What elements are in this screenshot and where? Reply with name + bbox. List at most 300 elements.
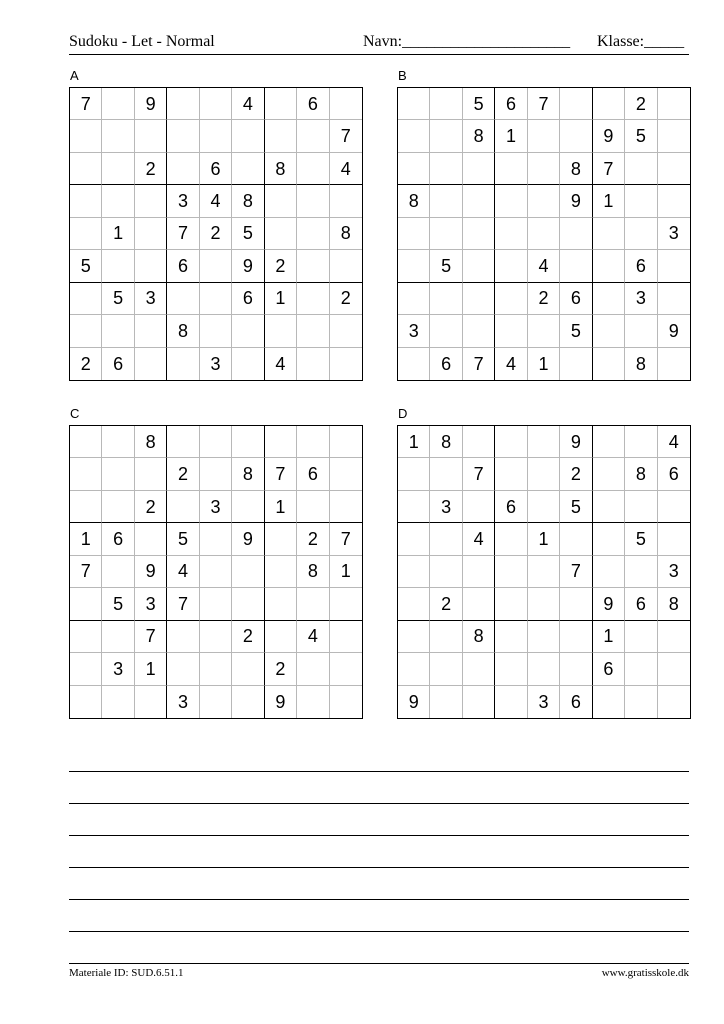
sudoku-empty-cell[interactable] xyxy=(560,120,592,152)
sudoku-empty-cell[interactable] xyxy=(200,523,232,555)
sudoku-given-cell: 2 xyxy=(430,588,462,620)
sudoku-empty-cell[interactable] xyxy=(398,588,430,620)
sudoku-empty-cell[interactable] xyxy=(560,250,592,282)
sudoku-empty-cell[interactable] xyxy=(658,283,690,315)
sudoku-empty-cell[interactable] xyxy=(528,621,560,653)
sudoku-grid-d xyxy=(397,425,691,719)
sudoku-empty-cell[interactable] xyxy=(495,686,527,718)
sudoku-empty-cell[interactable] xyxy=(625,653,657,685)
sudoku-given-cell: 9 xyxy=(265,686,297,718)
sudoku-empty-cell[interactable] xyxy=(232,653,264,685)
sudoku-empty-cell[interactable] xyxy=(70,315,102,347)
sudoku-empty-cell[interactable] xyxy=(102,153,134,185)
sudoku-given-cell: 1 xyxy=(135,653,167,685)
sudoku-empty-cell[interactable] xyxy=(200,458,232,490)
sudoku-empty-cell[interactable] xyxy=(135,315,167,347)
sudoku-empty-cell[interactable] xyxy=(200,653,232,685)
sudoku-empty-cell[interactable] xyxy=(232,315,264,347)
sudoku-empty-cell[interactable] xyxy=(200,315,232,347)
sudoku-given-cell: 7 xyxy=(70,88,102,120)
sudoku-empty-cell[interactable] xyxy=(658,153,690,185)
sudoku-empty-cell[interactable] xyxy=(232,491,264,523)
sudoku-given-cell: 9 xyxy=(135,556,167,588)
sudoku-empty-cell[interactable] xyxy=(70,686,102,718)
sudoku-empty-cell[interactable] xyxy=(593,218,625,250)
puzzle-label-b: B xyxy=(398,68,407,83)
sudoku-given-cell: 2 xyxy=(232,621,264,653)
sudoku-empty-cell[interactable] xyxy=(102,426,134,458)
sudoku-empty-cell[interactable] xyxy=(528,185,560,217)
sudoku-empty-cell[interactable] xyxy=(593,283,625,315)
sudoku-given-cell: 3 xyxy=(430,491,462,523)
writing-line[interactable] xyxy=(69,771,689,772)
sudoku-empty-cell[interactable] xyxy=(658,88,690,120)
sudoku-empty-cell[interactable] xyxy=(593,491,625,523)
sudoku-empty-cell[interactable] xyxy=(232,686,264,718)
sudoku-given-cell: 6 xyxy=(297,458,329,490)
sudoku-empty-cell[interactable] xyxy=(430,283,462,315)
sudoku-given-cell: 9 xyxy=(135,88,167,120)
sudoku-empty-cell[interactable] xyxy=(330,315,362,347)
sudoku-given-cell: 2 xyxy=(200,218,232,250)
sudoku-empty-cell[interactable] xyxy=(200,588,232,620)
sudoku-empty-cell[interactable] xyxy=(495,250,527,282)
sudoku-empty-cell[interactable] xyxy=(658,348,690,380)
sudoku-empty-cell[interactable] xyxy=(528,653,560,685)
sudoku-empty-cell[interactable] xyxy=(398,250,430,282)
sudoku-empty-cell[interactable] xyxy=(297,426,329,458)
sudoku-empty-cell[interactable] xyxy=(297,250,329,282)
sudoku-empty-cell[interactable] xyxy=(430,218,462,250)
sudoku-given-cell: 1 xyxy=(70,523,102,555)
sudoku-empty-cell[interactable] xyxy=(495,283,527,315)
sudoku-given-cell: 1 xyxy=(495,120,527,152)
sudoku-empty-cell[interactable] xyxy=(625,491,657,523)
sudoku-empty-cell[interactable] xyxy=(593,523,625,555)
sudoku-empty-cell[interactable] xyxy=(135,185,167,217)
sudoku-empty-cell[interactable] xyxy=(135,348,167,380)
sudoku-empty-cell[interactable] xyxy=(495,153,527,185)
sudoku-given-cell: 4 xyxy=(297,621,329,653)
sudoku-empty-cell[interactable] xyxy=(593,426,625,458)
sudoku-empty-cell[interactable] xyxy=(430,686,462,718)
sudoku-given-cell: 9 xyxy=(398,686,430,718)
sudoku-given-cell: 5 xyxy=(70,250,102,282)
sudoku-given-cell: 6 xyxy=(200,153,232,185)
sudoku-empty-cell[interactable] xyxy=(398,458,430,490)
sudoku-empty-cell[interactable] xyxy=(330,686,362,718)
sudoku-given-cell: 6 xyxy=(232,283,264,315)
sudoku-empty-cell[interactable] xyxy=(398,556,430,588)
sudoku-given-cell: 6 xyxy=(495,491,527,523)
sudoku-given-cell: 2 xyxy=(625,88,657,120)
sudoku-empty-cell[interactable] xyxy=(297,120,329,152)
sudoku-given-cell: 7 xyxy=(330,523,362,555)
sudoku-empty-cell[interactable] xyxy=(658,250,690,282)
sudoku-empty-cell[interactable] xyxy=(430,315,462,347)
sudoku-given-cell: 9 xyxy=(560,426,592,458)
sudoku-empty-cell[interactable] xyxy=(297,491,329,523)
writing-line[interactable] xyxy=(69,803,689,804)
sudoku-empty-cell[interactable] xyxy=(593,458,625,490)
sudoku-empty-cell[interactable] xyxy=(593,348,625,380)
sudoku-empty-cell[interactable] xyxy=(398,120,430,152)
sudoku-given-cell: 6 xyxy=(625,588,657,620)
sudoku-given-cell: 2 xyxy=(135,153,167,185)
sudoku-given-cell: 7 xyxy=(167,218,199,250)
sudoku-given-cell: 7 xyxy=(463,458,495,490)
sudoku-given-cell: 3 xyxy=(167,686,199,718)
sudoku-empty-cell[interactable] xyxy=(430,621,462,653)
sudoku-empty-cell[interactable] xyxy=(102,491,134,523)
sudoku-empty-cell[interactable] xyxy=(265,523,297,555)
sudoku-empty-cell[interactable] xyxy=(495,218,527,250)
sudoku-empty-cell[interactable] xyxy=(593,315,625,347)
sudoku-empty-cell[interactable] xyxy=(232,426,264,458)
sudoku-empty-cell[interactable] xyxy=(265,621,297,653)
sudoku-given-cell: 8 xyxy=(232,458,264,490)
sudoku-empty-cell[interactable] xyxy=(495,426,527,458)
sudoku-empty-cell[interactable] xyxy=(200,556,232,588)
sudoku-empty-cell[interactable] xyxy=(265,315,297,347)
sudoku-empty-cell[interactable] xyxy=(528,556,560,588)
sudoku-empty-cell[interactable] xyxy=(232,556,264,588)
sudoku-empty-cell[interactable] xyxy=(495,653,527,685)
sudoku-empty-cell[interactable] xyxy=(167,153,199,185)
sudoku-given-cell: 5 xyxy=(102,588,134,620)
sudoku-given-cell: 5 xyxy=(430,250,462,282)
sudoku-given-cell: 5 xyxy=(232,218,264,250)
sudoku-empty-cell[interactable] xyxy=(297,686,329,718)
sudoku-empty-cell[interactable] xyxy=(167,653,199,685)
sudoku-empty-cell[interactable] xyxy=(297,348,329,380)
sudoku-empty-cell[interactable] xyxy=(528,315,560,347)
sudoku-empty-cell[interactable] xyxy=(398,523,430,555)
sudoku-empty-cell[interactable] xyxy=(167,426,199,458)
sudoku-given-cell: 9 xyxy=(658,315,690,347)
sudoku-empty-cell[interactable] xyxy=(265,88,297,120)
sudoku-empty-cell[interactable] xyxy=(398,153,430,185)
sudoku-empty-cell[interactable] xyxy=(463,588,495,620)
sudoku-empty-cell[interactable] xyxy=(398,348,430,380)
sudoku-empty-cell[interactable] xyxy=(232,348,264,380)
sudoku-empty-cell[interactable] xyxy=(135,523,167,555)
sudoku-empty-cell[interactable] xyxy=(102,686,134,718)
sudoku-empty-cell[interactable] xyxy=(463,185,495,217)
sudoku-empty-cell[interactable] xyxy=(658,120,690,152)
sudoku-empty-cell[interactable] xyxy=(463,283,495,315)
sudoku-empty-cell[interactable] xyxy=(70,218,102,250)
sudoku-empty-cell[interactable] xyxy=(495,523,527,555)
sudoku-empty-cell[interactable] xyxy=(200,250,232,282)
sudoku-empty-cell[interactable] xyxy=(232,120,264,152)
sudoku-given-cell: 2 xyxy=(167,458,199,490)
class-field[interactable]: Klasse:_____ xyxy=(597,33,685,50)
sudoku-empty-cell[interactable] xyxy=(658,185,690,217)
sudoku-empty-cell[interactable] xyxy=(463,653,495,685)
sudoku-given-cell: 1 xyxy=(265,283,297,315)
sudoku-empty-cell[interactable] xyxy=(167,491,199,523)
sudoku-empty-cell[interactable] xyxy=(528,120,560,152)
sudoku-given-cell: 8 xyxy=(658,588,690,620)
sudoku-given-cell: 9 xyxy=(232,523,264,555)
sudoku-empty-cell[interactable] xyxy=(70,120,102,152)
sudoku-given-cell: 6 xyxy=(495,88,527,120)
sudoku-empty-cell[interactable] xyxy=(297,283,329,315)
sudoku-given-cell: 7 xyxy=(528,88,560,120)
sudoku-given-cell: 3 xyxy=(625,283,657,315)
sudoku-empty-cell[interactable] xyxy=(167,621,199,653)
sudoku-empty-cell[interactable] xyxy=(297,185,329,217)
sudoku-empty-cell[interactable] xyxy=(463,491,495,523)
sudoku-given-cell: 4 xyxy=(265,348,297,380)
sudoku-empty-cell[interactable] xyxy=(330,621,362,653)
sudoku-empty-cell[interactable] xyxy=(167,283,199,315)
sudoku-empty-cell[interactable] xyxy=(297,588,329,620)
sudoku-empty-cell[interactable] xyxy=(560,523,592,555)
sudoku-empty-cell[interactable] xyxy=(560,653,592,685)
sudoku-given-cell: 5 xyxy=(560,491,592,523)
sudoku-given-cell: 3 xyxy=(200,491,232,523)
sudoku-empty-cell[interactable] xyxy=(330,653,362,685)
sudoku-empty-cell[interactable] xyxy=(265,426,297,458)
sudoku-empty-cell[interactable] xyxy=(398,621,430,653)
sudoku-empty-cell[interactable] xyxy=(560,88,592,120)
sudoku-given-cell: 6 xyxy=(430,348,462,380)
sudoku-empty-cell[interactable] xyxy=(297,218,329,250)
sudoku-empty-cell[interactable] xyxy=(625,686,657,718)
sudoku-empty-cell[interactable] xyxy=(463,426,495,458)
writing-line[interactable] xyxy=(69,867,689,868)
sudoku-empty-cell[interactable] xyxy=(232,588,264,620)
sudoku-empty-cell[interactable] xyxy=(70,621,102,653)
writing-line[interactable] xyxy=(69,835,689,836)
sudoku-empty-cell[interactable] xyxy=(463,153,495,185)
sudoku-empty-cell[interactable] xyxy=(102,88,134,120)
sudoku-empty-cell[interactable] xyxy=(625,153,657,185)
sudoku-empty-cell[interactable] xyxy=(297,315,329,347)
sudoku-empty-cell[interactable] xyxy=(430,653,462,685)
sudoku-empty-cell[interactable] xyxy=(430,185,462,217)
sudoku-empty-cell[interactable] xyxy=(200,283,232,315)
sudoku-given-cell: 5 xyxy=(102,283,134,315)
sudoku-empty-cell[interactable] xyxy=(560,621,592,653)
sudoku-empty-cell[interactable] xyxy=(560,588,592,620)
sudoku-given-cell: 2 xyxy=(528,283,560,315)
sudoku-empty-cell[interactable] xyxy=(528,458,560,490)
sudoku-empty-cell[interactable] xyxy=(593,686,625,718)
sudoku-empty-cell[interactable] xyxy=(330,348,362,380)
sudoku-empty-cell[interactable] xyxy=(135,120,167,152)
sudoku-given-cell: 2 xyxy=(297,523,329,555)
sudoku-given-cell: 2 xyxy=(330,283,362,315)
sudoku-given-cell: 3 xyxy=(528,686,560,718)
sudoku-empty-cell[interactable] xyxy=(593,556,625,588)
sudoku-empty-cell[interactable] xyxy=(102,458,134,490)
sudoku-given-cell: 9 xyxy=(232,250,264,282)
sudoku-empty-cell[interactable] xyxy=(658,686,690,718)
sudoku-empty-cell[interactable] xyxy=(398,218,430,250)
name-field[interactable]: Navn:_____________________ xyxy=(363,33,571,50)
sudoku-given-cell: 7 xyxy=(560,556,592,588)
sudoku-empty-cell[interactable] xyxy=(495,556,527,588)
sudoku-empty-cell[interactable] xyxy=(658,523,690,555)
sudoku-empty-cell[interactable] xyxy=(232,153,264,185)
sudoku-empty-cell[interactable] xyxy=(463,250,495,282)
sudoku-empty-cell[interactable] xyxy=(297,653,329,685)
header-divider xyxy=(69,54,689,55)
sudoku-empty-cell[interactable] xyxy=(463,556,495,588)
writing-line[interactable] xyxy=(69,931,689,932)
sudoku-empty-cell[interactable] xyxy=(135,250,167,282)
sudoku-empty-cell[interactable] xyxy=(463,686,495,718)
puzzle-label-c: C xyxy=(70,406,80,421)
sudoku-empty-cell[interactable] xyxy=(495,458,527,490)
sudoku-empty-cell[interactable] xyxy=(330,458,362,490)
sudoku-empty-cell[interactable] xyxy=(398,653,430,685)
sudoku-empty-cell[interactable] xyxy=(625,426,657,458)
sudoku-given-cell: 6 xyxy=(102,348,134,380)
sudoku-given-cell: 2 xyxy=(265,653,297,685)
sudoku-given-cell: 6 xyxy=(625,250,657,282)
sudoku-empty-cell[interactable] xyxy=(430,523,462,555)
sudoku-empty-cell[interactable] xyxy=(265,588,297,620)
sudoku-empty-cell[interactable] xyxy=(430,556,462,588)
sudoku-given-cell: 6 xyxy=(560,686,592,718)
sudoku-empty-cell[interactable] xyxy=(560,218,592,250)
sudoku-empty-cell[interactable] xyxy=(70,185,102,217)
sudoku-empty-cell[interactable] xyxy=(463,218,495,250)
sudoku-given-cell: 4 xyxy=(167,556,199,588)
sudoku-empty-cell[interactable] xyxy=(135,686,167,718)
sudoku-empty-cell[interactable] xyxy=(265,556,297,588)
sudoku-empty-cell[interactable] xyxy=(430,458,462,490)
sudoku-empty-cell[interactable] xyxy=(330,250,362,282)
sudoku-empty-cell[interactable] xyxy=(528,588,560,620)
sudoku-empty-cell[interactable] xyxy=(102,556,134,588)
sudoku-empty-cell[interactable] xyxy=(167,88,199,120)
sudoku-given-cell: 1 xyxy=(398,426,430,458)
sudoku-empty-cell[interactable] xyxy=(528,218,560,250)
material-id: Materiale ID: SUD.6.51.1 xyxy=(69,967,184,979)
sudoku-empty-cell[interactable] xyxy=(135,458,167,490)
sudoku-given-cell: 7 xyxy=(135,621,167,653)
writing-line[interactable] xyxy=(69,899,689,900)
sudoku-empty-cell[interactable] xyxy=(625,218,657,250)
sudoku-empty-cell[interactable] xyxy=(398,283,430,315)
sudoku-empty-cell[interactable] xyxy=(495,588,527,620)
sudoku-empty-cell[interactable] xyxy=(330,88,362,120)
sudoku-empty-cell[interactable] xyxy=(70,458,102,490)
sudoku-given-cell: 6 xyxy=(102,523,134,555)
sudoku-empty-cell[interactable] xyxy=(330,426,362,458)
sudoku-empty-cell[interactable] xyxy=(70,653,102,685)
sudoku-empty-cell[interactable] xyxy=(265,218,297,250)
sudoku-empty-cell[interactable] xyxy=(430,120,462,152)
sudoku-empty-cell[interactable] xyxy=(102,120,134,152)
sudoku-empty-cell[interactable] xyxy=(297,153,329,185)
sudoku-empty-cell[interactable] xyxy=(200,621,232,653)
sudoku-empty-cell[interactable] xyxy=(70,491,102,523)
sudoku-empty-cell[interactable] xyxy=(625,185,657,217)
sudoku-empty-cell[interactable] xyxy=(463,315,495,347)
sudoku-empty-cell[interactable] xyxy=(593,250,625,282)
sudoku-empty-cell[interactable] xyxy=(495,185,527,217)
sudoku-empty-cell[interactable] xyxy=(560,348,592,380)
sudoku-given-cell: 8 xyxy=(560,153,592,185)
sudoku-empty-cell[interactable] xyxy=(135,218,167,250)
sudoku-empty-cell[interactable] xyxy=(102,185,134,217)
sudoku-given-cell: 5 xyxy=(463,88,495,120)
sudoku-empty-cell[interactable] xyxy=(200,88,232,120)
sudoku-given-cell: 7 xyxy=(330,120,362,152)
sudoku-empty-cell[interactable] xyxy=(70,588,102,620)
sudoku-empty-cell[interactable] xyxy=(430,88,462,120)
sudoku-given-cell: 1 xyxy=(528,348,560,380)
sudoku-empty-cell[interactable] xyxy=(528,426,560,458)
sudoku-given-cell: 9 xyxy=(560,185,592,217)
sudoku-given-cell: 3 xyxy=(398,315,430,347)
sudoku-empty-cell[interactable] xyxy=(625,315,657,347)
sudoku-empty-cell[interactable] xyxy=(330,185,362,217)
sudoku-empty-cell[interactable] xyxy=(625,556,657,588)
sudoku-empty-cell[interactable] xyxy=(200,426,232,458)
sudoku-empty-cell[interactable] xyxy=(330,491,362,523)
sudoku-empty-cell[interactable] xyxy=(658,653,690,685)
sudoku-empty-cell[interactable] xyxy=(593,88,625,120)
sudoku-empty-cell[interactable] xyxy=(102,621,134,653)
sudoku-given-cell: 4 xyxy=(200,185,232,217)
sudoku-empty-cell[interactable] xyxy=(495,315,527,347)
sudoku-empty-cell[interactable] xyxy=(398,88,430,120)
sudoku-empty-cell[interactable] xyxy=(430,153,462,185)
sudoku-given-cell: 1 xyxy=(593,621,625,653)
sudoku-given-cell: 1 xyxy=(593,185,625,217)
sudoku-empty-cell[interactable] xyxy=(102,315,134,347)
sudoku-empty-cell[interactable] xyxy=(495,621,527,653)
sudoku-empty-cell[interactable] xyxy=(265,120,297,152)
sudoku-given-cell: 9 xyxy=(593,588,625,620)
sudoku-empty-cell[interactable] xyxy=(200,686,232,718)
sudoku-empty-cell[interactable] xyxy=(102,250,134,282)
sudoku-empty-cell[interactable] xyxy=(167,348,199,380)
sudoku-given-cell: 8 xyxy=(265,153,297,185)
sudoku-given-cell: 4 xyxy=(330,153,362,185)
sudoku-given-cell: 2 xyxy=(265,250,297,282)
sudoku-empty-cell[interactable] xyxy=(70,283,102,315)
sudoku-empty-cell[interactable] xyxy=(265,185,297,217)
sudoku-empty-cell[interactable] xyxy=(200,120,232,152)
sudoku-empty-cell[interactable] xyxy=(167,120,199,152)
sudoku-empty-cell[interactable] xyxy=(625,621,657,653)
page-title: Sudoku - Let - Normal xyxy=(69,33,215,50)
sudoku-empty-cell[interactable] xyxy=(528,491,560,523)
sudoku-empty-cell[interactable] xyxy=(70,426,102,458)
sudoku-given-cell: 6 xyxy=(560,283,592,315)
sudoku-empty-cell[interactable] xyxy=(398,491,430,523)
sudoku-given-cell: 2 xyxy=(135,491,167,523)
footer-divider xyxy=(69,963,689,964)
sudoku-given-cell: 8 xyxy=(625,348,657,380)
sudoku-given-cell: 8 xyxy=(625,458,657,490)
sudoku-empty-cell[interactable] xyxy=(330,588,362,620)
sudoku-empty-cell[interactable] xyxy=(528,153,560,185)
sudoku-given-cell: 7 xyxy=(70,556,102,588)
sudoku-given-cell: 8 xyxy=(232,185,264,217)
sudoku-empty-cell[interactable] xyxy=(658,491,690,523)
sudoku-empty-cell[interactable] xyxy=(658,621,690,653)
sudoku-empty-cell[interactable] xyxy=(70,153,102,185)
